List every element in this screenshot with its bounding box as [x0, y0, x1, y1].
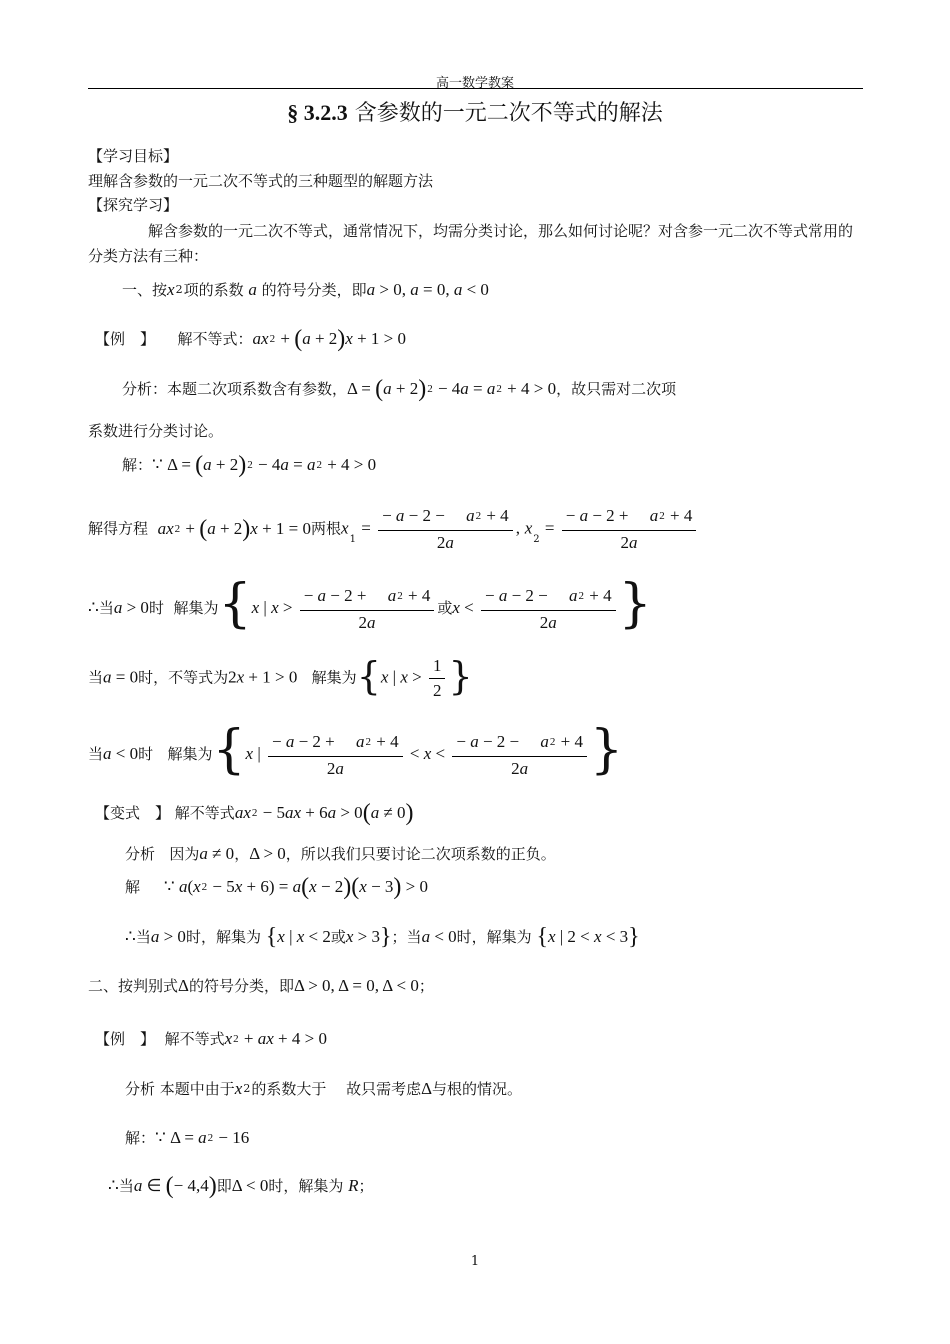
analysis2: 分析 本题中由于x2的系数大于 故只需考虑Δ与根的情况。 — [125, 1079, 523, 1098]
goal-heading: 【学习目标】 — [88, 147, 179, 165]
section-title: 含参数的一元二次不等式的解法 — [354, 101, 663, 126]
explore-heading: 【探究学习】 — [88, 196, 179, 214]
variant: 【变式 】 解不等式ax2 − 5ax + 6a > 0(a ≠ 0) — [95, 800, 414, 826]
case-a-negative: 当a < 0时 解集为{x | $\frac{- a - 2 + a2 + 4}{2a}$ < x < $\frac{- a - 2 - a2 + 4}{2a}$ } — [88, 720, 624, 780]
roots-line: 解得方程 ax2 + (a + 2)x + 1 = 0两根$x_1$ = $\frac{- a - 2 - a2 + 4}{2a}$ , $x_2$ = $\frac{- a - 2 + a2 + 4}{2a}$ — [88, 504, 699, 555]
variant-solve: 解 ∵ a(x2 − 5x + 6) = a(x − 2)(x − 3) > 0 — [125, 874, 428, 900]
goal-text: 理解含参数的一元二次不等式的三种题型的解题方法 — [88, 172, 434, 190]
part2-heading: 二、按判别式Δ的符号分类，即Δ > 0, Δ = 0, Δ < 0； — [88, 976, 434, 995]
page-title — [0, 96, 950, 127]
part1-heading: 一、按x2项的系数 a 的符号分类，即a > 0, a = 0, a < 0 — [122, 280, 489, 299]
section-number: § 3.2.3 — [287, 100, 348, 125]
variant-analysis: 分析 因为a ≠ 0，Δ > 0，所以我们只要讨论二次项系数的正负。 — [125, 844, 556, 863]
example2: 【例 】 解不等式x2 + ax + 4 > 0 — [95, 1029, 327, 1048]
case-a-positive: ∴当a > 0时 解集为{x | x > $\frac{- a - 2 + a2 + 4}{2a}$ 或x < $\frac{- a - 2 - a2 + 4}{2a}$ } — [88, 574, 652, 634]
variant-conclusion: ∴当a > 0时，解集为 {x | x < 2或x > 3}；当a < 0时，解集为 {x | 2 < x < 3} — [125, 924, 640, 950]
conclusion2: ∴当a ∈ (− 4,4)即Δ < 0时，解集为 R； — [108, 1173, 374, 1199]
page-number: 1 — [470, 1254, 480, 1269]
page-header: 高一数学教案 — [435, 76, 514, 91]
case-a-zero: 当a = 0时，不等式为2x + 1 > 0 解集为{x | x > $\frac{1}{2}$ } — [88, 653, 473, 700]
analysis1-cont: 系数进行分类讨论。 — [88, 422, 224, 440]
header-rule — [88, 88, 863, 89]
explore-text: 解含参数的一元二次不等式，通常情况下，均需分类讨论，那么如何讨论呢？对含参一元二次不等式常用的分类方法有三种： — [88, 222, 854, 265]
solve2: 解：∵ Δ = a2 − 16 — [125, 1128, 250, 1147]
analysis1: 分析：本题二次项系数含有参数，Δ = (a + 2)2 − 4a = a2 + 4 > 0，故只需对二次项 — [122, 376, 677, 402]
solve1: 解：∵ Δ = (a + 2)2 − 4a = a2 + 4 > 0 — [122, 452, 377, 478]
example1: 【例 】 解不等式：ax2 + (a + 2)x + 1 > 0 — [95, 326, 407, 352]
